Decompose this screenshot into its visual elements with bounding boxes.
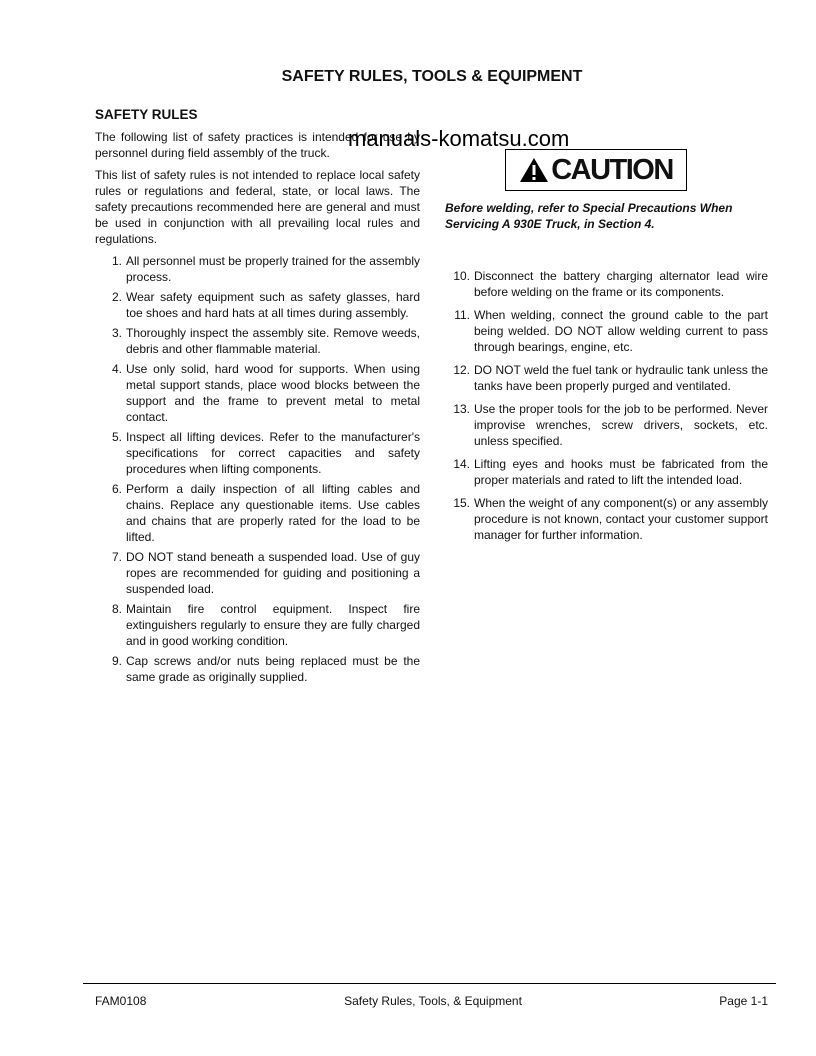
item-text: When the weight of any component(s) or any assembly procedure is not known, contact your customer support manager for further information. [474, 496, 768, 542]
left-column [95, 107, 420, 689]
list-item [445, 268, 768, 300]
safety-rules-list [95, 253, 420, 685]
item-number: 5. [111, 430, 122, 444]
list-item [95, 253, 420, 285]
item-number: 4. [111, 362, 122, 376]
item-text: Lifting eyes and hooks must be fabricated from the proper materials and rated to lift the intended load. [474, 457, 768, 487]
footer-page-number: Page 1-1 [719, 994, 768, 1008]
item-number: 10. [453, 269, 470, 283]
intro-paragraph: The following list of safety practices is intended for use by personnel during field assembly of the truck. [95, 130, 420, 160]
item-text: When welding, connect the ground cable to the part being welded. DO NOT allow welding current to pass through bearings, engine, etc. [474, 308, 768, 354]
item-text: Maintain fire control equipment. Inspect fire extinguishers regularly to ensure they are fully charged and in good working condition. [126, 602, 420, 648]
footer-title: Safety Rules, Tools, & Equipment [344, 994, 522, 1008]
item-number: 7. [111, 550, 122, 564]
item-text: Wear safety equipment such as safety glasses, hard toe shoes and hard hats at all times during assembly. [126, 290, 420, 320]
item-number: 13. [453, 402, 470, 416]
list-item [445, 456, 768, 488]
list-item [95, 549, 420, 597]
warning-triangle-icon [519, 157, 549, 183]
item-text: DO NOT weld the fuel tank or hydraulic tank unless the tanks have been properly purged and ventilated. [474, 363, 768, 393]
watermark: manuals-komatsu.com [348, 126, 570, 151]
page-title: SAFETY RULES, TOOLS & EQUIPMENT [281, 68, 583, 85]
item-number: 15. [453, 496, 470, 510]
list-item [95, 653, 420, 685]
list-item [95, 325, 420, 357]
caution-label: CAUTION [551, 153, 673, 186]
item-number: 1. [111, 254, 122, 268]
caution-note: Before welding, refer to Special Precautions When Servicing A 930E Truck, in Section 4. [445, 201, 733, 231]
item-number: 11. [454, 308, 470, 322]
list-item [445, 401, 768, 449]
footer-divider [83, 983, 776, 984]
section-heading: SAFETY RULES [95, 107, 198, 122]
footer-doc-code: FAM0108 [95, 994, 147, 1008]
item-number: 12. [453, 363, 470, 377]
item-text: Inspect all lifting devices. Refer to the manufacturer's specifications for correct capacities and safety procedures when lifting components. [126, 430, 420, 476]
item-number: 8. [111, 602, 122, 616]
item-number: 6. [111, 482, 122, 496]
item-text: DO NOT stand beneath a suspended load. Use of guy ropes are recommended for guiding and positioning a suspended load. [126, 550, 420, 596]
list-item [445, 362, 768, 394]
item-number: 3. [111, 326, 122, 340]
item-text: All personnel must be properly trained for the assembly process. [126, 254, 420, 284]
list-item [95, 361, 420, 425]
list-item [445, 495, 768, 543]
item-text: Perform a daily inspection of all lifting cables and chains. Replace any questionable items. Use cables and chains that are properly rated for the load to be lifted. [126, 482, 420, 544]
list-item [445, 307, 768, 355]
item-text: Use the proper tools for the job to be performed. Never improvise wrenches, screw drivers, sockets, etc. unless specified. [474, 402, 768, 448]
list-item [95, 481, 420, 545]
list-item [95, 289, 420, 321]
item-number: 14. [453, 457, 470, 471]
safety-rules-list-continued [445, 268, 768, 543]
caution-box [505, 149, 687, 191]
item-number: 9. [111, 654, 122, 668]
item-text: Disconnect the battery charging alternator lead wire before welding on the frame or its components. [474, 269, 768, 299]
right-column [445, 262, 768, 550]
item-text: Cap screws and/or nuts being replaced must be the same grade as originally supplied. [126, 654, 420, 684]
intro-paragraph: This list of safety rules is not intended to replace local safety rules or regulations and federal, state, or local laws. The safety precautions recommended here are general and must be used in conjunction with all prevailing local rules and regulations. [95, 168, 420, 246]
item-number: 2. [111, 290, 122, 304]
item-text: Use only solid, hard wood for supports. When using metal support stands, place wood blocks between the support and the frame to prevent metal to metal contact. [126, 362, 420, 424]
list-item [95, 601, 420, 649]
list-item [95, 429, 420, 477]
item-text: Thoroughly inspect the assembly site. Remove weeds, debris and other flammable material. [126, 326, 420, 356]
